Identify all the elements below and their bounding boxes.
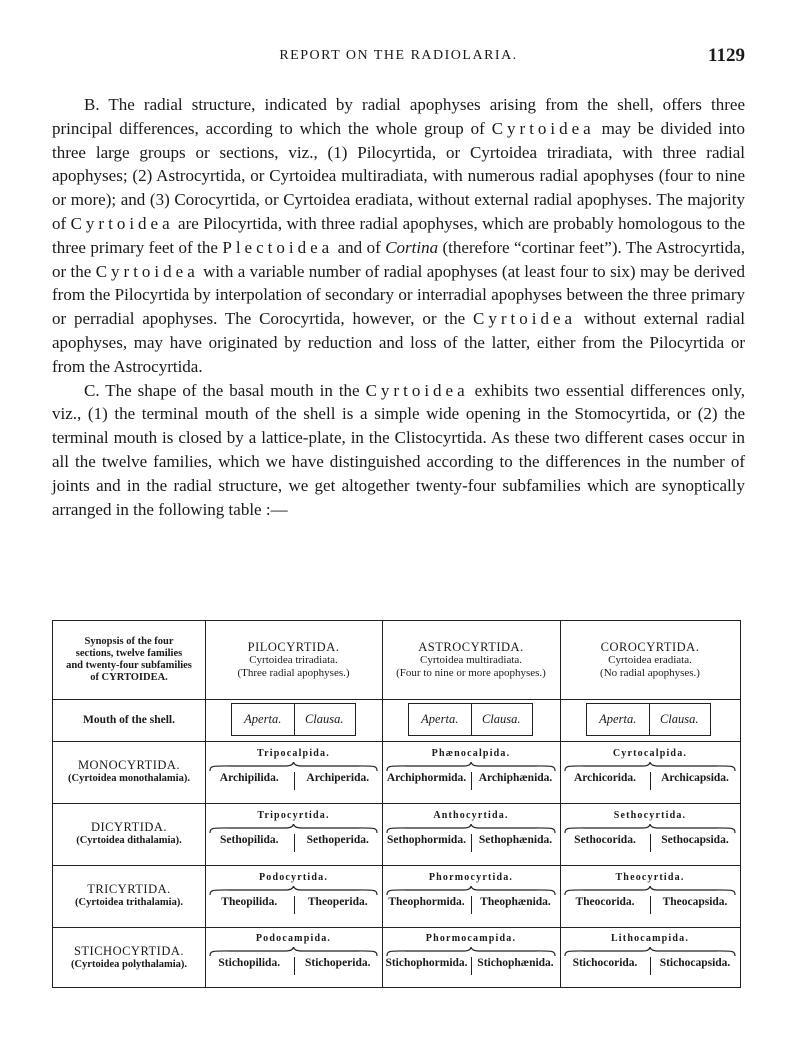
subfamily-aperta: Stichopilida. bbox=[218, 957, 281, 969]
mouth-clausa: Clausa. bbox=[304, 712, 344, 726]
column-latin: Cyrtoidea eradiata. bbox=[608, 653, 692, 666]
taxon-cyrtoidea: Cyrtoidea bbox=[70, 213, 174, 233]
subfamily-aperta: Sethopilida. bbox=[220, 834, 279, 846]
row-label-tricyrtida bbox=[53, 865, 205, 927]
text-run: exhibits two essential differences only, viz., (1) the terminal mouth of the shell is a simple wide opening in the Stomocyrtida, or (2) the terminal mouth is closed by a lattice-plate, in the Clistocyrtida. As these two different cases occur in all the twelve families, which we have distinguished according to the differences in the number of joints and in the radial structure, we get altogether twenty-four subfamilies which are synoptically arranged in the following table :— bbox=[52, 380, 746, 519]
subfamily-clausa: Sethoperida. bbox=[306, 834, 369, 846]
family-cell bbox=[205, 866, 382, 926]
text-run: without external radial apophyses, may have originated by reduction and loss of the latter, either from the Pilocyrtida or from the Astrocyrtida. bbox=[52, 309, 745, 376]
taxon-cortina: Cortina bbox=[385, 237, 439, 257]
subfamily-aperta: Stichocorida. bbox=[572, 957, 638, 969]
taxon-cyrtoidea: Cyrtoidea bbox=[473, 309, 577, 329]
family-name: Podocyrtida. bbox=[258, 872, 329, 883]
subfamily-aperta: Archicorida. bbox=[573, 772, 637, 784]
row-latin: (Cyrtoidea trithalamia). bbox=[75, 897, 183, 908]
column-header-corocyrtida bbox=[560, 621, 740, 699]
text-run: B. The radial structure, indicated by radial apophyses arising from the shell, offers three principal differences, according to which the whole group of bbox=[52, 95, 745, 138]
text-run: with a variable number of radial apophyses (at least four to six) may be derived from the Pilocyrtida by interpolation of secondary or interradial apophyses between the three primary or perradial apophyses. The Corocyrtida, however, or the bbox=[52, 261, 745, 329]
row-label-monocyrtida bbox=[53, 741, 205, 803]
mouth-clausa: Clausa. bbox=[481, 712, 521, 726]
family-name: Phænocalpida. bbox=[431, 748, 511, 759]
column-name: COROCYRTIDA. bbox=[600, 639, 700, 654]
running-header bbox=[52, 45, 745, 72]
family-name: Tripocalpida. bbox=[257, 748, 330, 759]
column-note: (No radial apophyses.) bbox=[600, 666, 700, 679]
column-name: ASTROCYRTIDA. bbox=[418, 639, 524, 654]
column-latin: Cyrtoidea multiradiata. bbox=[419, 653, 523, 666]
text-run: C. The shape of the basal mouth in the bbox=[84, 380, 366, 400]
family-name: Podocampida. bbox=[255, 933, 332, 944]
mouth-aperta: Aperta. bbox=[244, 712, 282, 726]
subfamily-clausa: Theocapsida. bbox=[662, 896, 728, 908]
page-number: 1129 bbox=[708, 45, 745, 66]
taxon-cyrtoidea: Cyrtoidea bbox=[491, 118, 595, 138]
row-latin: (Cyrtoidea monothalamia). bbox=[68, 773, 190, 784]
table-corner-heading bbox=[53, 621, 205, 699]
brace-icon bbox=[564, 947, 736, 957]
family-name: Anthocyrtida. bbox=[433, 810, 509, 821]
subfamily-clausa: Stichocapsida. bbox=[659, 957, 731, 969]
body-text bbox=[52, 93, 745, 521]
subfamily-aperta: Archiphormida. bbox=[386, 772, 467, 784]
brace-icon bbox=[209, 762, 378, 772]
family-name: Sethocyrtida. bbox=[613, 810, 687, 821]
column-header-astrocyrtida bbox=[382, 621, 560, 699]
row-latin: (Cyrtoidea dithalamia). bbox=[76, 835, 182, 846]
row-name: TRICYRTIDA. bbox=[87, 882, 171, 896]
brace-icon bbox=[564, 886, 736, 896]
column-header-pilocyrtida bbox=[205, 621, 382, 699]
mouth-box-pilocyrtida bbox=[231, 703, 356, 736]
family-cell bbox=[205, 804, 382, 864]
family-name: Cyrtocalpida. bbox=[612, 748, 688, 759]
subfamily-aperta: Archipilida. bbox=[219, 772, 279, 784]
taxon-cyrtoidea: Cyrtoidea bbox=[365, 380, 469, 400]
subfamily-aperta: Sethocorida. bbox=[574, 834, 636, 846]
mouth-aperta: Aperta. bbox=[421, 712, 459, 726]
subfamily-clausa: Sethophænida. bbox=[478, 834, 553, 846]
brace-icon bbox=[386, 947, 556, 957]
row-latin: (Cyrtoidea polythalamia). bbox=[70, 959, 188, 970]
row-name: STICHOCYRTIDA. bbox=[73, 944, 185, 958]
family-name: Lithocampida. bbox=[610, 933, 690, 944]
text-run: and of bbox=[333, 237, 386, 257]
family-name: Phormocyrtida. bbox=[428, 872, 514, 883]
paragraph-b bbox=[52, 93, 745, 379]
corner-line: sections, twelve families bbox=[75, 648, 183, 659]
subfamily-aperta: Theocorida. bbox=[575, 896, 635, 908]
row-label-dicyrtida bbox=[53, 803, 205, 865]
brace-icon bbox=[209, 947, 378, 957]
corner-line: and twenty-four subfamilies bbox=[66, 660, 192, 671]
family-name: Tripocyrtida. bbox=[257, 810, 330, 821]
text-run: may be divided into three large groups or sections, viz., (1) Pilocyrtida, or Cyrtoidea triradiata, with three radial apophyses; (2) Astrocyrtida, or Cyrtoidea multiradiata, with numerous radial apophyses (four to nine or more); and (3) Corocyrtida, or Cyrtoidea eradiata, without external radial apophyses. The majority of bbox=[52, 118, 745, 233]
family-cell bbox=[382, 866, 560, 926]
subfamily-clausa: Archicapsida. bbox=[661, 772, 729, 784]
brace-icon bbox=[386, 824, 556, 834]
mouth-of-shell-label: Mouth of the shell. bbox=[83, 714, 175, 726]
family-name: Theocyrtida. bbox=[615, 872, 685, 883]
mouth-aperta: Aperta. bbox=[599, 712, 637, 726]
subfamily-clausa: Sethocapsida. bbox=[661, 834, 729, 846]
family-cell bbox=[560, 742, 740, 802]
text-run: are Pilocyrtida, with three radial apophyses, which are probably homologous to the three primary feet of the bbox=[52, 213, 745, 257]
paragraph-c bbox=[52, 379, 745, 522]
corner-line: of CYRTOIDEA. bbox=[90, 672, 168, 683]
subfamily-clausa: Archiphænida. bbox=[478, 772, 553, 784]
family-cell bbox=[382, 742, 560, 802]
family-cell bbox=[560, 804, 740, 864]
column-note: (Three radial apophyses.) bbox=[237, 666, 350, 679]
subfamily-aperta: Theophormida. bbox=[388, 896, 465, 908]
column-latin: Cyrtoidea triradiata. bbox=[249, 653, 338, 666]
subfamily-clausa: Stichoperida. bbox=[305, 957, 371, 969]
column-name: PILOCYRTIDA. bbox=[247, 639, 340, 654]
family-cell bbox=[560, 927, 740, 987]
brace-icon bbox=[209, 886, 378, 896]
taxon-plectoidea: Plectoidea bbox=[222, 237, 334, 257]
family-name: Phormocampida. bbox=[425, 933, 517, 944]
brace-icon bbox=[386, 886, 556, 896]
family-cell bbox=[560, 866, 740, 926]
subfamily-clausa: Theophænida. bbox=[480, 896, 551, 908]
mouth-box-corocyrtida bbox=[586, 703, 711, 736]
subfamily-aperta: Sethophormida. bbox=[387, 834, 466, 846]
brace-icon bbox=[386, 762, 556, 772]
brace-icon bbox=[564, 824, 736, 834]
column-note: (Four to nine or more apophyses.) bbox=[396, 666, 546, 679]
subfamily-clausa: Archiperida. bbox=[306, 772, 370, 784]
running-title: REPORT ON THE RADIOLARIA. bbox=[279, 48, 518, 63]
brace-icon bbox=[564, 762, 736, 772]
text-run: (therefore “cortinar feet”). The Astrocyrtida, or the bbox=[52, 237, 746, 281]
taxon-cyrtoidea: Cyrtoidea bbox=[95, 261, 199, 281]
family-cell bbox=[205, 927, 382, 987]
family-cell bbox=[382, 804, 560, 864]
brace-icon bbox=[209, 824, 378, 834]
mouth-box-astrocyrtida bbox=[408, 703, 533, 736]
subfamily-clausa: Theoperida. bbox=[307, 896, 368, 908]
synopsis-table bbox=[52, 620, 741, 988]
row-name: MONOCYRTIDA. bbox=[77, 758, 181, 772]
corner-line: Synopsis of the four bbox=[84, 636, 174, 647]
family-cell bbox=[382, 927, 560, 987]
subfamily-aperta: Theopilida. bbox=[221, 896, 278, 908]
row-label-stichocyrtida bbox=[53, 927, 205, 989]
subfamily-clausa: Stichophænida. bbox=[477, 957, 554, 969]
row-name: DICYRTIDA. bbox=[90, 820, 168, 834]
mouth-clausa: Clausa. bbox=[659, 712, 699, 726]
subfamily-aperta: Stichophormida. bbox=[385, 957, 468, 969]
family-cell bbox=[205, 742, 382, 802]
